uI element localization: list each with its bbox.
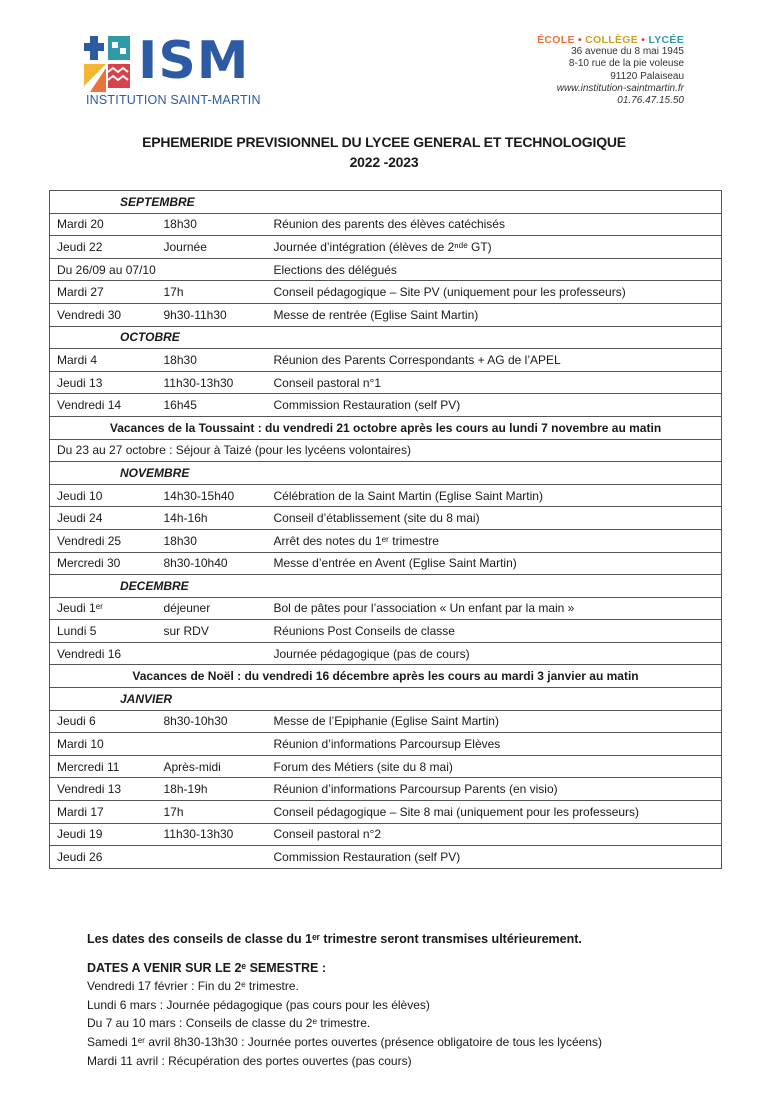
event-time: Journée <box>157 236 267 259</box>
event-date: Jeudi 19 <box>50 823 157 846</box>
event-description: Conseil pédagogique – Site 8 mai (uniquement pour les professeurs) <box>267 801 722 824</box>
table-row <box>50 620 722 643</box>
table-row <box>50 236 722 259</box>
event-time: 18h-19h <box>157 778 267 801</box>
event-date: Mardi 4 <box>50 349 157 372</box>
event-time: 8h30-10h30 <box>157 710 267 733</box>
event-description: Réunion des Parents Correspondants + AG de l’APEL <box>267 349 722 372</box>
month-header-row <box>50 688 722 711</box>
event-time: 9h30-11h30 <box>157 303 267 326</box>
event-time: 8h30-10h40 <box>157 552 267 575</box>
table-row <box>50 258 722 281</box>
table-row <box>50 507 722 530</box>
vacation-row <box>50 416 722 439</box>
table-row <box>50 710 722 733</box>
event-description: Célébration de la Saint Martin (Eglise Saint Martin) <box>267 484 722 507</box>
event-time <box>157 733 267 756</box>
document-title <box>0 132 768 172</box>
table-row <box>50 642 722 665</box>
event-date: Jeudi 24 <box>50 507 157 530</box>
table-row <box>50 823 722 846</box>
event-time <box>157 846 267 869</box>
event-description: Journée pédagogique (pas de cours) <box>267 642 722 665</box>
phone-number: 01.76.47.15.50 <box>617 95 684 107</box>
logo-subtitle: INSTITUTION SAINT-MARTIN <box>86 93 261 107</box>
month-label: NOVEMBRE <box>50 462 722 485</box>
event-description: Conseil pastoral n°2 <box>267 823 722 846</box>
event-date: Jeudi 13 <box>50 371 157 394</box>
event-date: Mercredi 30 <box>50 552 157 575</box>
table-row <box>50 846 722 869</box>
event-description: Réunions Post Conseils de classe <box>267 620 722 643</box>
address-line: 8-10 rue de la pie voleuse <box>568 58 684 70</box>
school-levels-tagline: ÉCOLE • COLLÈGE • LYCÉE <box>537 34 684 46</box>
month-label: OCTOBRE <box>50 326 722 349</box>
footer-notes <box>87 930 727 1070</box>
event-description: Elections des délégués <box>267 258 722 281</box>
vacation-text: Vacances de la Toussaint : du vendredi 21 octobre après les cours au lundi 7 novembre au matin <box>50 416 722 439</box>
event-description: Forum des Métiers (site du 8 mai) <box>267 755 722 778</box>
table-row <box>50 552 722 575</box>
event-description: Messe de l’Epiphanie (Eglise Saint Martin) <box>267 710 722 733</box>
event-date: Vendredi 13 <box>50 778 157 801</box>
event-time: 18h30 <box>157 529 267 552</box>
address-line: 36 avenue du 8 mai 1945 <box>571 46 684 58</box>
vacation-row <box>50 665 722 688</box>
event-description: Conseil pastoral n°1 <box>267 371 722 394</box>
event-description: Commission Restauration (self PV) <box>267 394 722 417</box>
event-date: Mardi 17 <box>50 801 157 824</box>
event-time: 11h30-13h30 <box>157 371 267 394</box>
month-label: JANVIER <box>50 688 722 711</box>
table-row <box>50 529 722 552</box>
event-date: Mardi 27 <box>50 281 157 304</box>
address-line: 91120 Palaiseau <box>610 70 684 82</box>
event-time: Après-midi <box>157 755 267 778</box>
contact-block <box>537 34 684 107</box>
event-time: 17h <box>157 801 267 824</box>
table-row <box>50 303 722 326</box>
future-date-item: Vendredi 17 février : Fin du 2ᵉ trimestre. <box>87 979 299 994</box>
table-row <box>50 801 722 824</box>
event-time: 18h30 <box>157 349 267 372</box>
month-header-row <box>50 326 722 349</box>
event-date: Du 26/09 au 07/10 <box>50 258 267 281</box>
month-label: SEPTEMBRE <box>50 191 722 214</box>
table-row <box>50 778 722 801</box>
logo-wordmark: ISM <box>138 31 250 91</box>
full-row-text: Du 23 au 27 octobre : Séjour à Taizé (pour les lycéens volontaires) <box>50 439 722 462</box>
title-year: 2022 -2023 <box>349 154 419 170</box>
event-time: 16h45 <box>157 394 267 417</box>
future-date-item: Mardi 11 avril : Récupération des portes ouvertes (pas cours) <box>87 1053 412 1068</box>
ephemeris-table-body <box>50 191 722 869</box>
website-link[interactable]: www.institution-saintmartin.fr <box>556 82 684 94</box>
table-row <box>50 439 722 462</box>
event-time: 18h30 <box>157 213 267 236</box>
event-date: Jeudi 6 <box>50 710 157 733</box>
table-row <box>50 755 722 778</box>
future-dates-heading: DATES A VENIR SUR LE 2ᵉ SEMESTRE : <box>87 960 326 975</box>
event-time: 14h30-15h40 <box>157 484 267 507</box>
event-time: déjeuner <box>157 597 267 620</box>
event-date: Vendredi 30 <box>50 303 157 326</box>
event-date: Lundi 5 <box>50 620 157 643</box>
event-date: Vendredi 14 <box>50 394 157 417</box>
event-description: Commission Restauration (self PV) <box>267 846 722 869</box>
event-description: Réunion d’informations Parcoursup Elèves <box>267 733 722 756</box>
class-council-note: Les dates des conseils de classe du 1ᵉʳ trimestre seront transmises ultérieurement. <box>87 932 582 946</box>
event-date: Mardi 20 <box>50 213 157 236</box>
event-description: Réunion des parents des élèves catéchisés <box>267 213 722 236</box>
table-row <box>50 213 722 236</box>
event-description: Messe de rentrée (Eglise Saint Martin) <box>267 303 722 326</box>
event-date: Jeudi 26 <box>50 846 157 869</box>
month-header-row <box>50 462 722 485</box>
event-date: Vendredi 25 <box>50 529 157 552</box>
title-line: EPHEMERIDE PREVISIONNEL DU LYCEE GENERAL ET TECHNOLOGIQUE <box>142 134 626 150</box>
event-description: Journée d’intégration (élèves de 2ⁿᵈᵉ GT) <box>267 236 722 259</box>
event-date: Mercredi 11 <box>50 755 157 778</box>
event-time: 11h30-13h30 <box>157 823 267 846</box>
event-date: Jeudi 10 <box>50 484 157 507</box>
event-time: 14h-16h <box>157 507 267 530</box>
event-description: Arrêt des notes du 1ᵉʳ trimestre <box>267 529 722 552</box>
table-row <box>50 394 722 417</box>
month-header-row <box>50 575 722 598</box>
event-description: Conseil d’établissement (site du 8 mai) <box>267 507 722 530</box>
event-time <box>157 642 267 665</box>
event-description: Messe d’entrée en Avent (Eglise Saint Martin) <box>267 552 722 575</box>
month-header-row <box>50 191 722 214</box>
table-row <box>50 349 722 372</box>
table-row <box>50 733 722 756</box>
logo-emblem-icon <box>84 34 134 92</box>
table-row <box>50 281 722 304</box>
month-label: DECEMBRE <box>50 575 722 598</box>
ephemeris-table <box>49 190 722 869</box>
event-description: Réunion d’informations Parcoursup Parents (en visio) <box>267 778 722 801</box>
event-time: 17h <box>157 281 267 304</box>
event-date: Jeudi 1ᵉʳ <box>50 597 157 620</box>
event-date: Jeudi 22 <box>50 236 157 259</box>
event-description: Bol de pâtes pour l’association « Un enfant par la main » <box>267 597 722 620</box>
event-date: Vendredi 16 <box>50 642 157 665</box>
vacation-text: Vacances de Noël : du vendredi 16 décembre après les cours au mardi 3 janvier au matin <box>50 665 722 688</box>
table-row <box>50 597 722 620</box>
table-row <box>50 484 722 507</box>
future-date-item: Samedi 1ᵉʳ avril 8h30-13h30 : Journée portes ouvertes (présence obligatoire de tous les lycéens) <box>87 1034 602 1049</box>
event-description: Conseil pédagogique – Site PV (uniquement pour les professeurs) <box>267 281 722 304</box>
table-row <box>50 371 722 394</box>
event-date: Mardi 10 <box>50 733 157 756</box>
future-date-item: Lundi 6 mars : Journée pédagogique (pas cours pour les élèves) <box>87 997 430 1012</box>
future-date-item: Du 7 au 10 mars : Conseils de classe du 2ᵉ trimestre. <box>87 1016 371 1031</box>
event-time: sur RDV <box>157 620 267 643</box>
institution-logo <box>84 30 274 110</box>
